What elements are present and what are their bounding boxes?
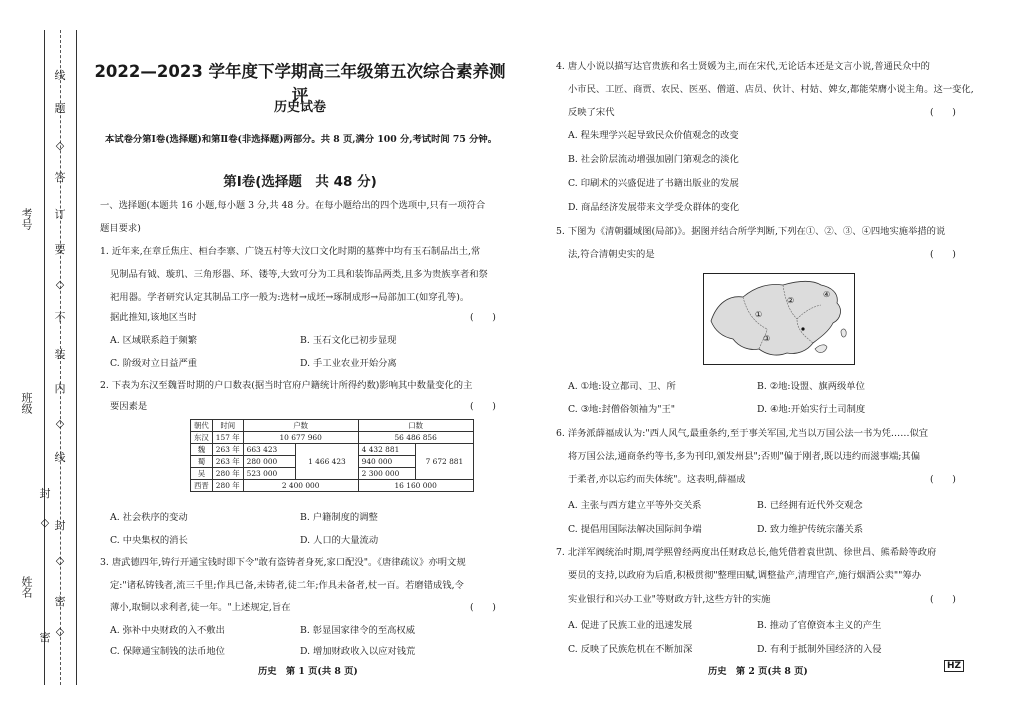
table-cell: 16 160 000 [358, 480, 473, 492]
table-cell: 523 000 [243, 468, 296, 480]
page-footer-left: 历史 第 1 页(共 8 页) [258, 666, 358, 677]
option-d: D. 商品经济发展带来文学受众群体的变化 [568, 202, 740, 213]
subject-title: 历史试卷 [273, 100, 326, 115]
map-marker: ③ [763, 334, 771, 343]
margin-diamond: ◇ [55, 554, 65, 567]
answer-paren: ( ) [470, 312, 496, 323]
margin-label: 不 [54, 311, 66, 324]
question-text: 薄小,取铜以求利者,徒一年。"上述规定,旨在 [110, 602, 291, 613]
margin-diamond: ◇ [55, 625, 65, 638]
option-a: A. 社会秩序的变动 [110, 512, 188, 523]
option-c: C. 保障通宝制钱的法币地位 [110, 646, 225, 657]
question-text: 定:"诸私铸钱者,流三千里;作具已备,未铸者,徒二年;作具未备者,杖一百。若磨错成钱,令 [110, 580, 464, 591]
option-b: B. ②地:设盟、旗两级单位 [757, 381, 865, 392]
option-d: D. 手工业农业开始分离 [300, 358, 397, 369]
option-a: A. 程朱理学兴起导致民众价值观念的改变 [568, 130, 739, 141]
option-c: C. 中央集权的消长 [110, 535, 188, 546]
question-text: 小市民、工匠、商贾、农民、医巫、僧道、店员、伙计、村姑、婢女,都能荣膺小说主角。这一变化, [568, 84, 974, 95]
margin-label: 题 [54, 102, 66, 115]
option-d: D. ④地:开始实行土司制度 [757, 404, 866, 415]
question-text: 要因素是 [110, 401, 148, 412]
answer-paren: ( ) [470, 602, 496, 613]
table-cell: 7 672 881 [416, 444, 474, 480]
margin-diamond: ◇ [55, 278, 65, 291]
paper-code-badge: HZ [944, 660, 964, 672]
table-cell: 蜀 [191, 456, 213, 468]
margin-label: 答 [54, 171, 66, 184]
question-text: 反映了宋代 [568, 107, 615, 118]
option-b: B. 社会阶层流动增强加剧门第观念的淡化 [568, 154, 739, 165]
option-d: D. 人口的大量流动 [300, 535, 379, 546]
table-cell: 280 000 [243, 456, 296, 468]
table-cell: 263 年 [212, 444, 243, 456]
table-cell: 4 432 881 [358, 444, 416, 456]
question-text: 7. 北洋军阀统治时期,周学熙曾经两度出任财政总长,他凭借着袁世凯、徐世昌、熊希龄等政府 [556, 547, 937, 558]
option-a: A. 区域联系趋于频繁 [110, 335, 197, 346]
table-cell: 吴 [191, 468, 213, 480]
option-d: D. 增加财政收入以应对钱荒 [300, 646, 416, 657]
margin-label: 内 [54, 382, 66, 395]
question-text: 将万国公法,通商条约等书,多为刊印,颁发州县";否则"偏于刚者,既以违约而滋事端;其偏 [568, 451, 921, 462]
field-exam-number: 考号 [20, 208, 33, 230]
option-c: C. 印刷术的兴盛促进了书籍出版业的发展 [568, 178, 739, 189]
table-cell: 663 423 [243, 444, 296, 456]
option-c: C. ③地:封僧俗领袖为"王" [568, 404, 676, 415]
question-text: 1. 近年来,在章丘焦庄、桓台李寨、广饶五村等大汶口文化时期的墓葬中均有玉石制品出土,常 [100, 246, 481, 257]
margin-label: 线 [54, 451, 66, 464]
margin-label: 线 [54, 69, 66, 82]
option-c: C. 反映了民族危机在不断加深 [568, 644, 693, 655]
margin-diamond: ◇ [55, 417, 65, 430]
option-a: A. 弥补中央财政的入不敷出 [110, 625, 225, 636]
question-text: 见制品有钺、璇玑、三角形器、环、镂等,大致可分为工具和装饰品两类,且多为贵族享者和祭 [110, 269, 488, 280]
margin-label: 密 [54, 595, 66, 608]
map-marker: ① [755, 310, 763, 319]
table-cell: 西晋 [191, 480, 213, 492]
margin-label: 密 [39, 631, 51, 644]
margin-diamond: ◇ [40, 516, 50, 529]
table-cell: 2 400 000 [243, 480, 358, 492]
section-title: 第Ⅰ卷(选择题 共 48 分) [223, 174, 377, 190]
field-name: 姓名 [20, 576, 33, 598]
table-cell: 魏 [191, 444, 213, 456]
table-cell: 263 年 [212, 456, 243, 468]
option-a: A. 促进了民族工业的迅速发展 [568, 620, 693, 631]
table-header: 口数 [358, 420, 473, 432]
question-text: 3. 唐武德四年,铸行开通宝钱时即下令"敢有盗铸者身死,家口配没"。《唐律疏议》亦明文规 [100, 557, 466, 568]
answer-paren: ( ) [930, 594, 956, 605]
option-a: A. ①地:设立都司、卫、所 [568, 381, 676, 392]
question-text: 6. 洋务派薛福成认为:"西人风气,最重条约,至于事关军国,尤当以万国公法一书为凭……似宜 [556, 428, 929, 439]
option-b: B. 彰显国家律令的至高权威 [300, 625, 416, 636]
answer-paren: ( ) [930, 474, 956, 485]
margin-label: 装 [54, 348, 66, 361]
answer-paren: ( ) [930, 249, 956, 260]
table-header: 时间 [212, 420, 243, 432]
table-cell: 56 486 856 [358, 432, 473, 444]
map-marker: ④ [823, 290, 831, 299]
exam-note: 本试卷分第Ⅰ卷(选择题)和第Ⅱ卷(非选择题)两部分。共 8 页,满分 100 分,考试时间 75 分钟。 [105, 134, 497, 145]
table-header: 户数 [243, 420, 358, 432]
table-cell: 1 466 423 [296, 444, 358, 480]
option-b: B. 户籍制度的调整 [300, 512, 378, 523]
map-marker: ② [787, 296, 795, 305]
margin-label: 要 [54, 243, 66, 256]
margin-label: 封 [54, 519, 66, 532]
table-cell: 10 677 960 [243, 432, 358, 444]
answer-paren: ( ) [470, 401, 496, 412]
question-text: 祀用器。学者研究认定其制品工序一般为:选材→成坯→琢制成形→局部加工(如穿孔等)。 [110, 292, 470, 303]
option-c: C. 提倡用国际法解决国际间争端 [568, 524, 702, 535]
answer-paren: ( ) [930, 107, 956, 118]
option-a: A. 主张与西方建立平等外交关系 [568, 500, 702, 511]
page-title: 2022—2023 学年度下学期高三年级第五次综合素养测评 [94, 62, 506, 105]
instruction: 一、选择题(本题共 16 小题,每小题 3 分,共 48 分。在每小题给出的四个选项中,只有一项符合 [100, 200, 486, 211]
option-d: D. 有利于抵制外国经济的入侵 [757, 644, 882, 655]
question-text: 于柔者,亦以忘约而失体统"。这表明,薛福成 [568, 474, 746, 485]
table-cell: 157 年 [212, 432, 243, 444]
table-cell: 东汉 [191, 432, 213, 444]
table-header: 朝代 [191, 420, 213, 432]
table-cell: 280 年 [212, 480, 243, 492]
question-text: 实业银行和兴办工业"等财政方针,这些方针的实施 [568, 594, 771, 605]
qing-territory-map [703, 273, 855, 365]
question-text: 4. 唐人小说以描写达官贵族和名士贤媛为主,而在宋代,无论话本还是文言小说,普通民众中的 [556, 61, 930, 72]
question-text: 据此推知,该地区当时 [110, 312, 197, 323]
table-cell: 2 300 000 [358, 468, 416, 480]
question-text: 2. 下表为东汉至魏晋时期的户口数表(据当时官府户籍统计所得约数)影响其中数量变化的主 [100, 380, 473, 391]
option-b: B. 已经拥有近代外交观念 [757, 500, 863, 511]
margin-diamond: ◇ [55, 139, 65, 152]
question-text: 要员的支持,以政府为后盾,积极贯彻"整理田赋,调整盐产,清理官产,施行烟酒公卖""筹办 [568, 570, 921, 581]
option-d: D. 致力维护传统宗藩关系 [757, 524, 864, 535]
option-b: B. 推动了官僚资本主义的产生 [757, 620, 882, 631]
instruction: 题目要求) [100, 223, 141, 234]
table-cell: 940 000 [358, 456, 416, 468]
option-c: C. 阶级对立日益严重 [110, 358, 198, 369]
margin-label: 订 [54, 208, 66, 221]
page-footer-right: 历史 第 2 页(共 8 页) [708, 666, 808, 677]
population-table [190, 419, 474, 492]
table-cell: 280 年 [212, 468, 243, 480]
option-b: B. 玉石文化已初步显现 [300, 335, 397, 346]
margin-label: 封 [39, 487, 51, 500]
question-text: 5. 下图为《清朝疆域图(局部)》。据图并结合所学判断,下列在①、②、③、④四地实施举措的说 [556, 226, 946, 237]
question-text: 法,符合清朝史实的是 [568, 249, 655, 260]
field-class: 班级 [20, 392, 33, 414]
